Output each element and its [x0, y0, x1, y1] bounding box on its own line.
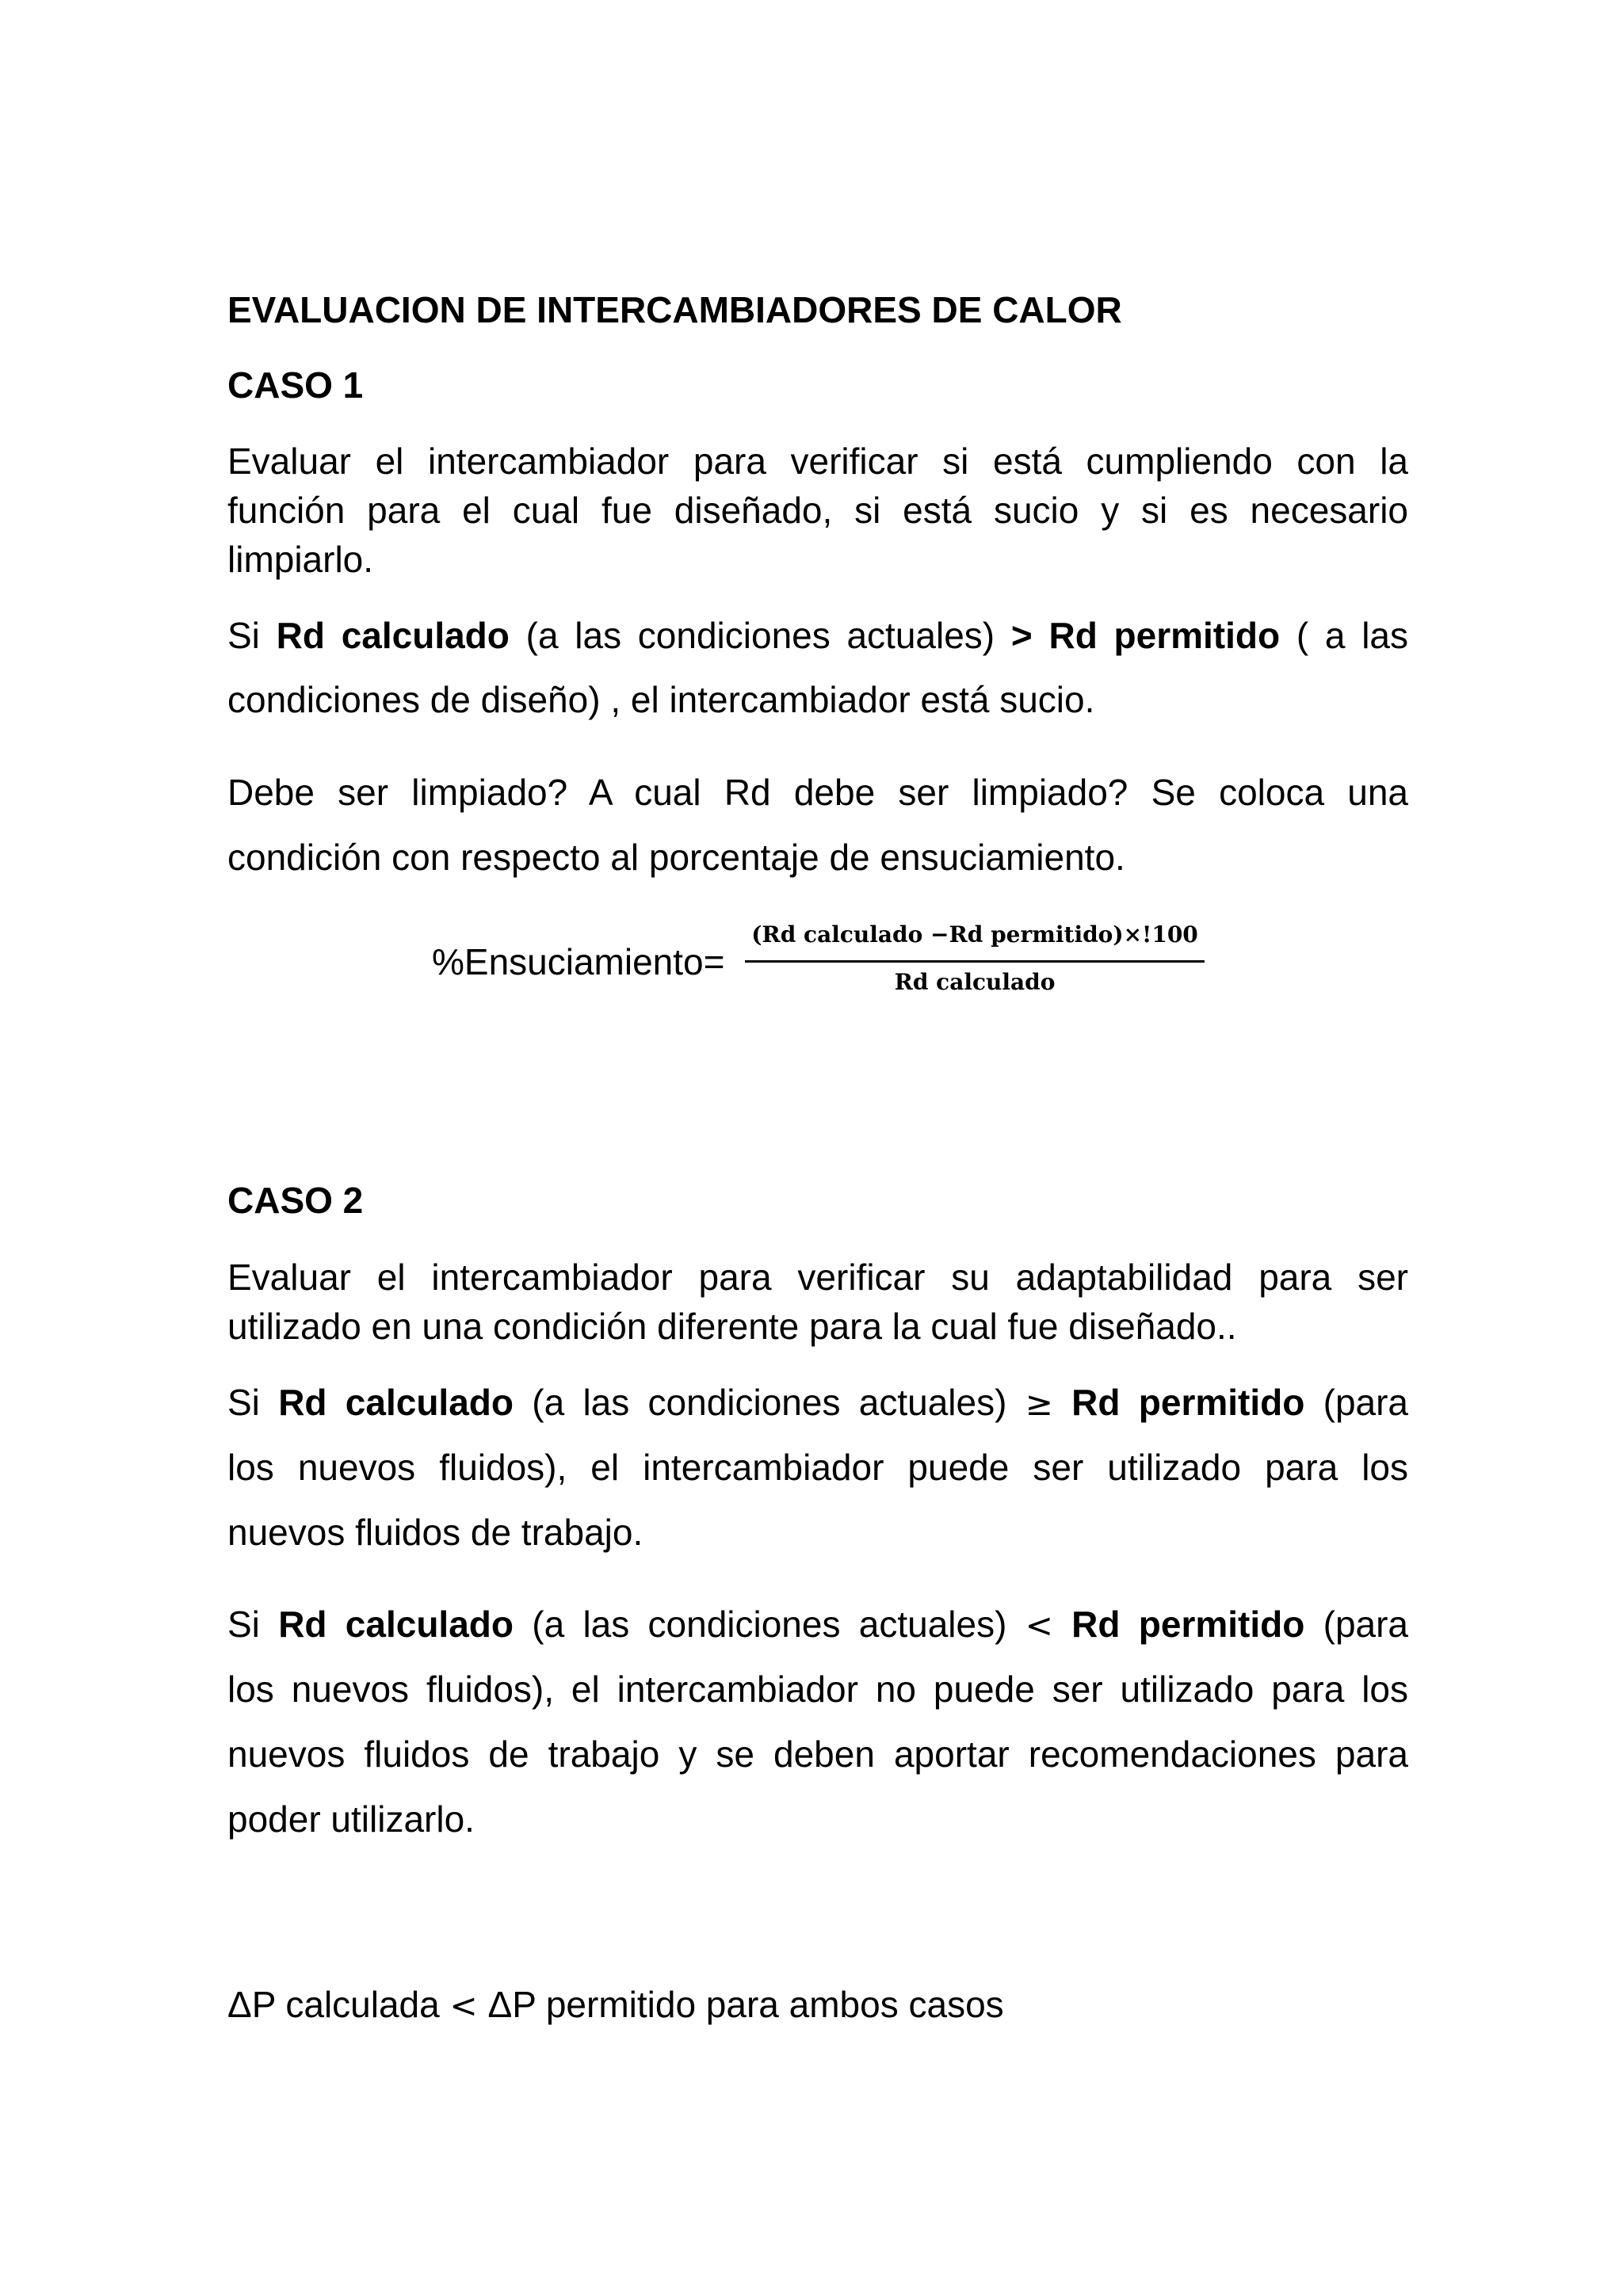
- condition-tail: ( a las: [1296, 615, 1408, 656]
- fraction-bar: [745, 960, 1205, 963]
- caso1-paragraph-line: limpiarlo.: [227, 539, 374, 580]
- rd-permitido: Rd permitido: [1071, 1604, 1305, 1645]
- condition-tail: (para: [1323, 1382, 1409, 1423]
- caso1-question-line: condición con respecto al porcentaje de ensuciamiento.: [227, 837, 1125, 878]
- greater-than-symbol: >: [1010, 615, 1033, 656]
- fouling-formula: [432, 919, 1224, 1006]
- caso1-condition-line: [227, 613, 1408, 658]
- caso1-heading: CASO 1: [227, 364, 364, 406]
- caso2-condition-line: [227, 1380, 1408, 1426]
- condiciones-actuales: (a las condiciones actuales): [525, 615, 995, 656]
- greater-equal-symbol: ≥: [1025, 1384, 1053, 1423]
- si-word: Si: [227, 615, 260, 656]
- formula-numerator: (Rd calculado −Rd permitido)×!100: [751, 921, 1198, 948]
- caso2-paragraph-line: utilizado en una condición diferente para la cual fue diseñado..: [227, 1306, 1237, 1347]
- formula-fraction: [745, 919, 1205, 1006]
- caso1-question-line: Debe ser limpiado? A cual Rd debe ser limpiado? Se coloca una: [227, 772, 1408, 813]
- caso2-condition-line: poder utilizarlo.: [227, 1798, 475, 1840]
- rd-calculado: Rd calculado: [276, 615, 510, 656]
- rd-permitido: Rd permitido: [1071, 1382, 1305, 1423]
- caso2-paragraph-line: Evaluar el intercambiador para verificar su adaptabilidad para ser: [227, 1257, 1408, 1298]
- condiciones-actuales: (a las condiciones actuales): [532, 1382, 1007, 1423]
- pressure-drop-condition: [227, 1982, 1408, 2028]
- less-than-symbol: <: [1025, 1606, 1053, 1645]
- rd-calculado: Rd calculado: [278, 1604, 514, 1645]
- caso2-condition-line: [227, 1602, 1408, 1648]
- document-title: EVALUACION DE INTERCAMBIADORES DE CALOR: [227, 289, 1122, 330]
- condition-tail: (para: [1323, 1604, 1409, 1645]
- delta-p-calculada: ΔP calculada: [227, 1984, 440, 2025]
- delta-p-permitido: ΔP permitido para ambos casos: [487, 1984, 1004, 2025]
- rd-permitido: Rd permitido: [1048, 615, 1281, 656]
- caso2-condition-line: nuevos fluidos de trabajo y se deben aportar recomendaciones para: [227, 1733, 1408, 1775]
- si-word: Si: [227, 1604, 260, 1645]
- caso2-condition-line: los nuevos fluidos), el intercambiador puede ser utilizado para los: [227, 1447, 1408, 1488]
- caso1-paragraph-line: Evaluar el intercambiador para verificar si está cumpliendo con la: [227, 441, 1408, 482]
- formula-lhs: %Ensuciamiento=: [432, 941, 725, 982]
- rd-calculado: Rd calculado: [278, 1382, 514, 1423]
- caso2-condition-line: nuevos fluidos de trabajo.: [227, 1512, 643, 1553]
- condiciones-actuales: (a las condiciones actuales): [532, 1604, 1007, 1645]
- caso2-heading: CASO 2: [227, 1180, 364, 1221]
- formula-denominator: Rd calculado: [894, 969, 1056, 995]
- less-than-symbol: <: [449, 1986, 478, 2025]
- si-word: Si: [227, 1382, 260, 1423]
- caso1-condition-line: condiciones de diseño) , el intercambiador está sucio.: [227, 679, 1095, 720]
- caso2-condition-line: los nuevos fluidos), el intercambiador no puede ser utilizado para los: [227, 1669, 1408, 1710]
- caso1-paragraph-line: función para el cual fue diseñado, si está sucio y si es necesario: [227, 490, 1408, 531]
